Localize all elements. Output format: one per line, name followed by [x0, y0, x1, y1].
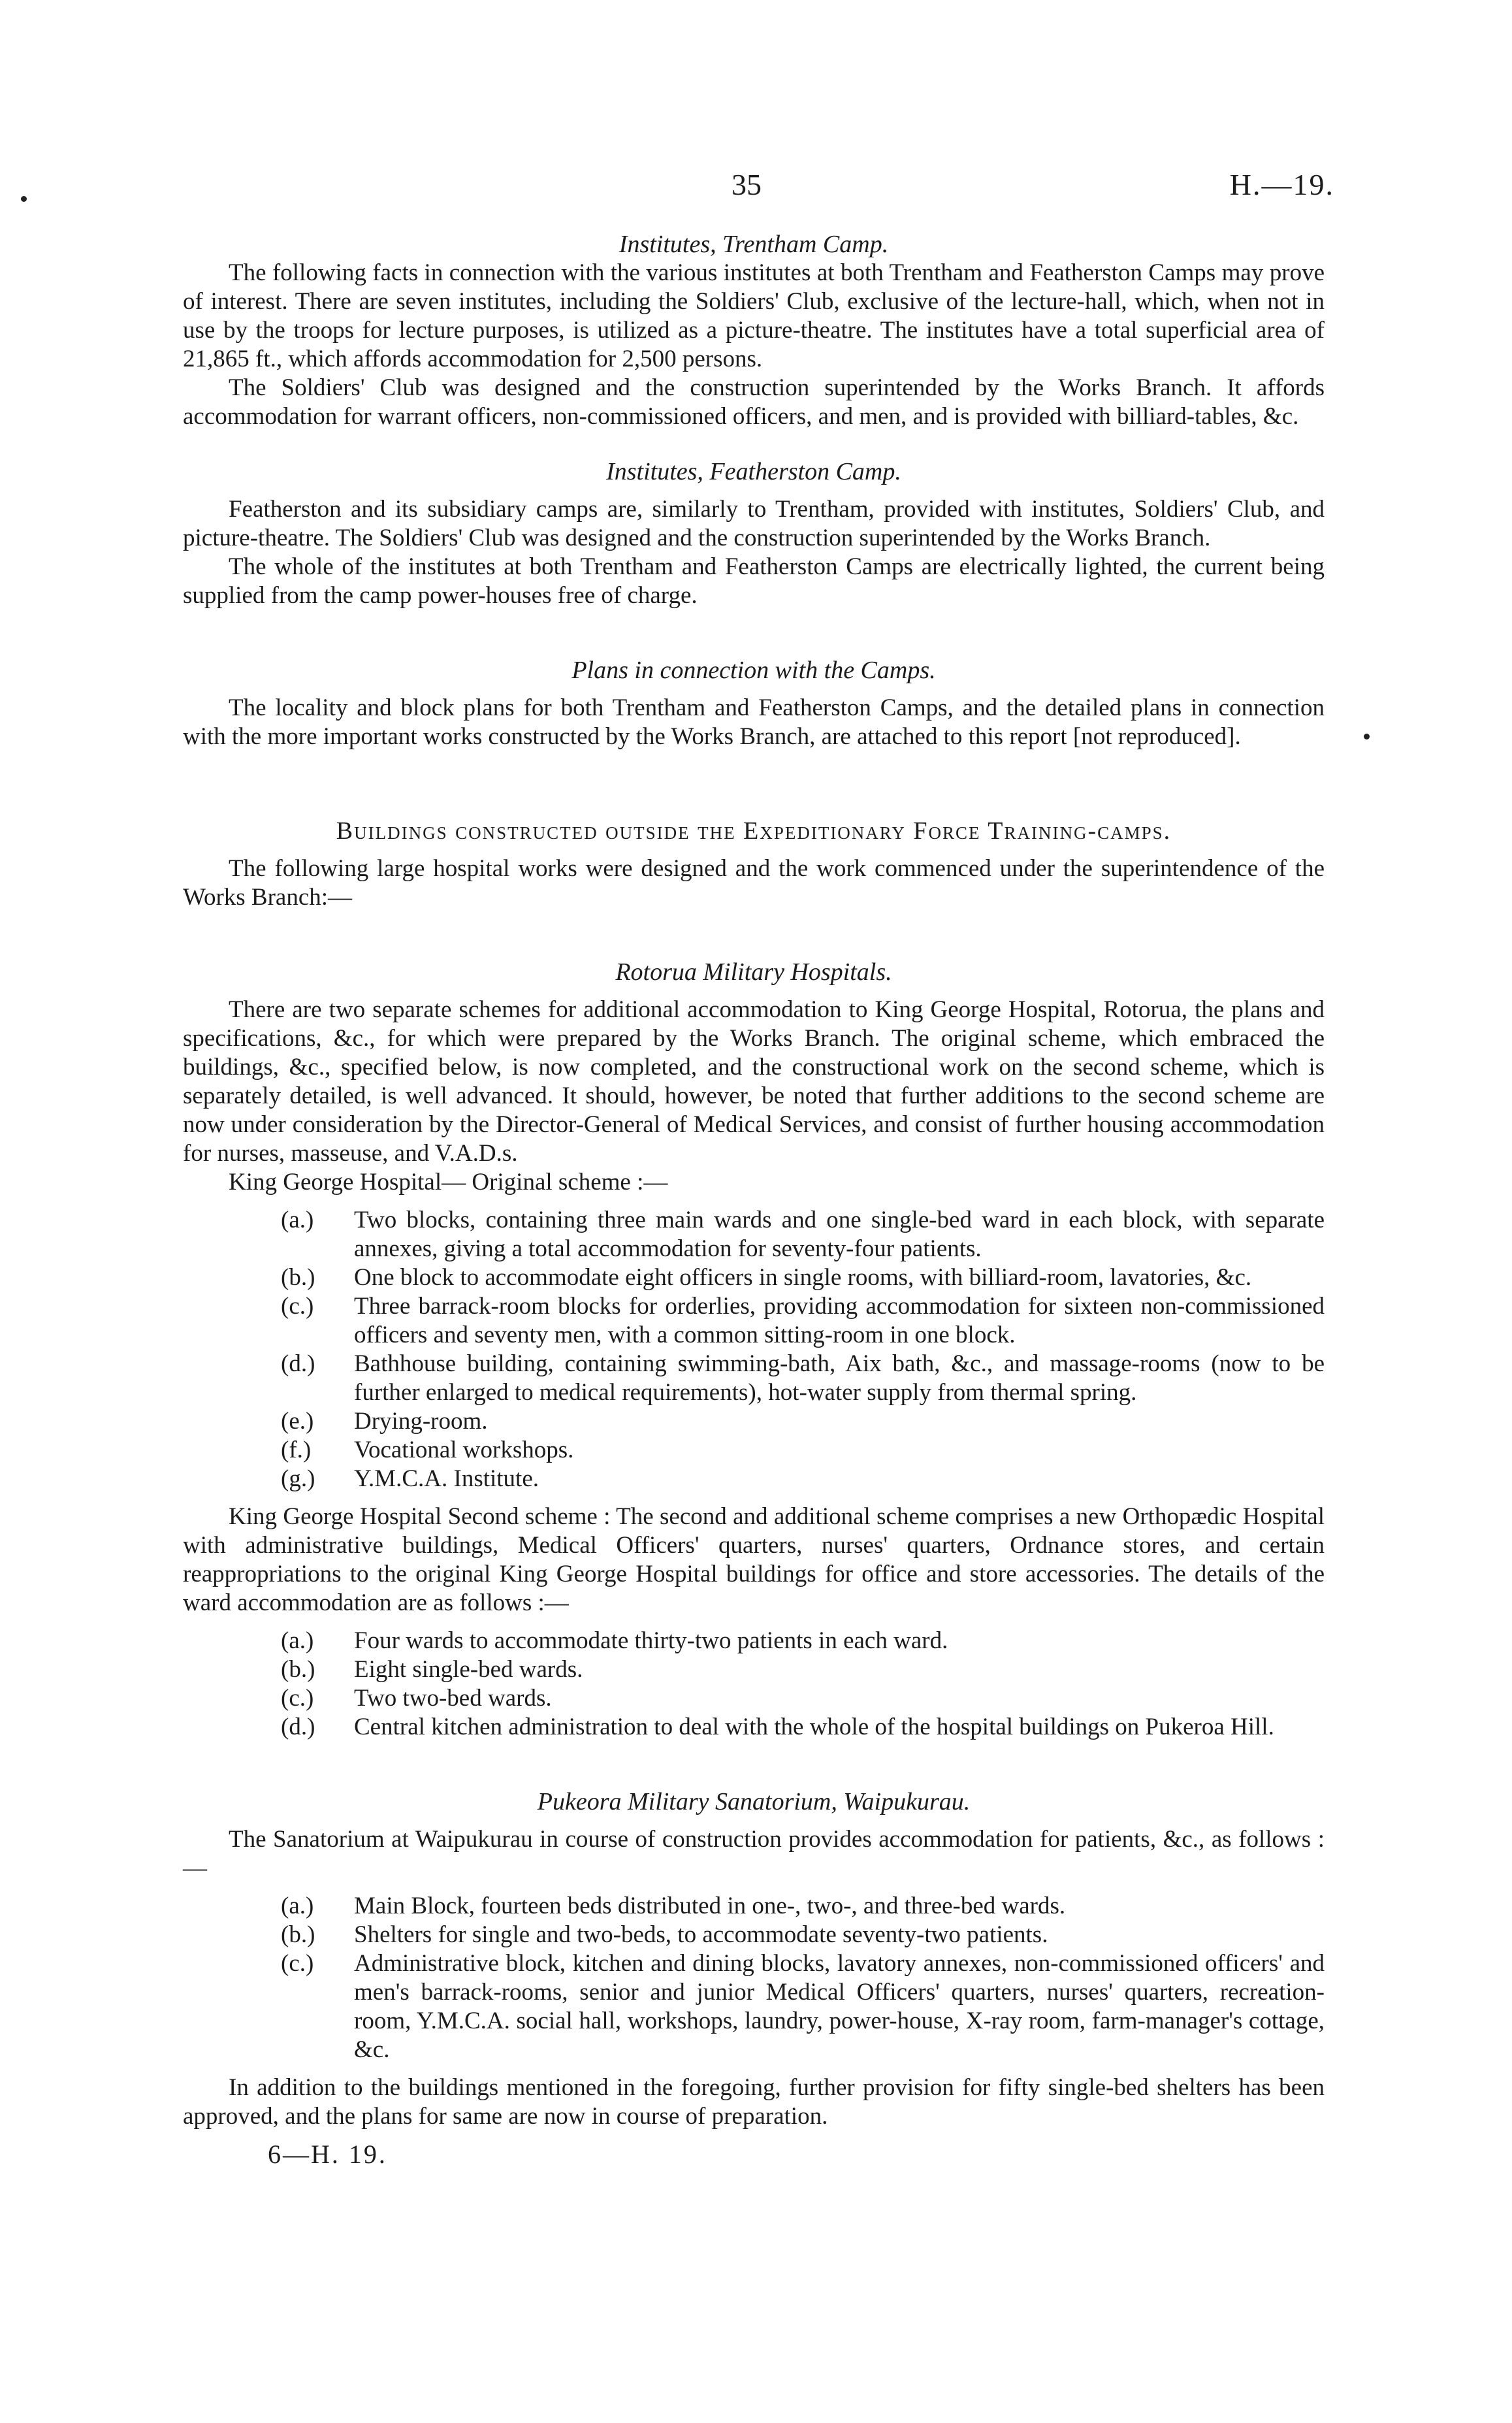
list-marker: (b.) — [281, 1264, 315, 1291]
list-marker: (c.) — [281, 1950, 314, 1977]
section-heading: Plans in connection with the Camps. — [571, 657, 936, 684]
page-content — [183, 230, 1325, 2169]
original-scheme-list — [183, 1206, 1325, 1493]
list-item — [183, 1350, 1325, 1407]
list-item-text: Vocational workshops. — [354, 1437, 574, 1463]
paragraph: The following large hospital works were designed and the work commenced under the superintendence of the Works Branch:— — [183, 855, 1325, 911]
paragraph: King George Hospital Second scheme : The second and additional scheme comprises a new Orthopædic Hospital with administrative buildings, Medical Officers' quarters, nurses' quarters, Ordnance stores, and certain reappropriations to the original King George Hospital buildings for office and store accessories. The details of the ward accommodation are as follows :— — [183, 1503, 1325, 1616]
list-item — [183, 1684, 1325, 1713]
paragraph: The whole of the institutes at both Trentham and Featherston Camps are electrically lighted, the current being supplied from the camp power-houses free of charge. — [183, 553, 1325, 609]
list-item-text: Four wards to accommodate thirty-two patients in each ward. — [354, 1627, 948, 1654]
list-label: King George Hospital— Original scheme :— — [229, 1169, 668, 1195]
list-item-text: Main Block, fourteen beds distributed in one-, two-, and three-bed wards. — [354, 1893, 1066, 1919]
list-marker: (g.) — [281, 1465, 315, 1492]
page-signature: 6—H. 19. — [268, 2139, 387, 2169]
list-marker: (e.) — [281, 1408, 314, 1435]
list-item — [183, 1921, 1325, 1949]
list-item-text: Y.M.C.A. Institute. — [354, 1465, 539, 1492]
list-item — [183, 1206, 1325, 1263]
list-item — [183, 1713, 1325, 1742]
margin-dot — [1364, 734, 1370, 740]
list-item — [183, 1407, 1325, 1436]
list-marker: (a.) — [281, 1627, 314, 1654]
list-marker: (a.) — [281, 1893, 314, 1919]
section-heading: Pukeora Military Sanatorium, Waipukurau. — [537, 1788, 971, 1815]
document-code: H.—19. — [1229, 168, 1334, 201]
list-marker: (d.) — [281, 1350, 315, 1377]
list-item-text: Shelters for single and two-beds, to accommodate seventy-two patients. — [354, 1921, 1048, 1948]
list-marker: (b.) — [281, 1921, 315, 1948]
section-heading: Institutes, Trentham Camp. — [619, 231, 889, 258]
section-heading: Rotorua Military Hospitals. — [615, 958, 892, 986]
list-marker: (c.) — [281, 1293, 314, 1320]
list-item — [183, 1949, 1325, 2064]
list-item — [183, 1292, 1325, 1350]
list-item — [183, 1655, 1325, 1684]
paragraph: In addition to the buildings mentioned in the foregoing, further provision for fifty single-bed shelters has been approved, and the plans for same are now in course of preparation. — [183, 2074, 1325, 2130]
list-item-text: Central kitchen administration to deal with the whole of the hospital buildings on Pukeroa Hill. — [354, 1714, 1274, 1740]
list-item — [183, 1892, 1325, 1921]
page-number: 35 — [732, 168, 762, 201]
section-heading: Institutes, Featherston Camp. — [606, 458, 901, 485]
paragraph: The following facts in connection with the various institutes at both Trentham and Featherston Camps may prove of interest. There are seven institutes, including the Soldiers' Club, exclusive of the lecture-hall, which, when not in use by the troops for lecture purposes, is utilized as a picture-theatre. The institutes have a total superficial area of 21,865 ft., which affords accommodation for 2,500 persons. — [183, 259, 1325, 372]
paragraph: The Soldiers' Club was designed and the construction superintended by the Works Branch. It affords accommodation for warrant officers, non-commissioned officers, and men, and is provided with billiard-tables, &c. — [183, 374, 1325, 430]
list-item-text: Two two-bed wards. — [354, 1685, 552, 1712]
list-marker: (f.) — [281, 1437, 312, 1463]
list-marker: (d.) — [281, 1714, 315, 1740]
list-item-text: Drying-room. — [354, 1408, 488, 1435]
margin-dot — [21, 196, 27, 202]
list-item — [183, 1263, 1325, 1292]
paragraph: The locality and block plans for both Trentham and Featherston Camps, and the detailed plans in connection with the more important works constructed by the Works Branch, are attached to this report [not reproduced]. — [183, 694, 1325, 750]
section-heading: Buildings constructed outside the Expeditionary Force Training-camps. — [336, 817, 1172, 845]
list-item-text: Two blocks, containing three main wards and one single-bed ward in each block, with separate annexes, giving a total accommodation for seventy-four patients. — [354, 1207, 1325, 1262]
list-item — [183, 1627, 1325, 1655]
list-item — [183, 1465, 1325, 1493]
sanatorium-list — [183, 1892, 1325, 2064]
list-item-text: Eight single-bed wards. — [354, 1656, 583, 1683]
list-item-text: Bathhouse building, containing swimming-bath, Aix bath, &c., and massage-rooms (now to be further enlarged to medical requirements), hot-water supply from thermal spring. — [354, 1350, 1325, 1406]
list-item-text: Three barrack-room blocks for orderlies, providing accommodation for sixteen non-commissioned officers and seventy men, with a common sitting-room in one block. — [354, 1293, 1325, 1348]
list-marker: (c.) — [281, 1685, 314, 1712]
paragraph: There are two separate schemes for additional accommodation to King George Hospital, Rotorua, the plans and specifications, &c., for which were prepared by the Works Branch. The original scheme, which embraced the buildings, &c., specified below, is now completed, and the constructional work on the second scheme, which is separately detailed, is well advanced. It should, however, be noted that further additions to the second scheme are now under consideration by the Director-General of Medical Services, and consist of further housing accommodation for nurses, masseuse, and V.A.D.s. — [183, 996, 1325, 1167]
list-item-text: Administrative block, kitchen and dining blocks, lavatory annexes, non-commissioned officers' and men's barrack-rooms, senior and junior Medical Officers' quarters, nurses' quarters, recreation-room, Y.M.C.A. social hall, workshops, laundry, power-house, X-ray room, farm-manager's cottage, &c. — [354, 1950, 1325, 2063]
list-marker: (b.) — [281, 1656, 315, 1683]
paragraph: The Sanatorium at Waipukurau in course of construction provides accommodation for patients, &c., as follows :— — [183, 1826, 1325, 1881]
list-item — [183, 1436, 1325, 1465]
paragraph: Featherston and its subsidiary camps are, similarly to Trentham, provided with institutes, Soldiers' Club, and picture-theatre. The Soldiers' Club was designed and the construction superintended by the Works Branch. — [183, 496, 1325, 551]
second-scheme-list — [183, 1627, 1325, 1742]
list-marker: (a.) — [281, 1207, 314, 1233]
list-item-text: One block to accommodate eight officers in single rooms, with billiard-room, lavatories, &c. — [354, 1264, 1252, 1291]
